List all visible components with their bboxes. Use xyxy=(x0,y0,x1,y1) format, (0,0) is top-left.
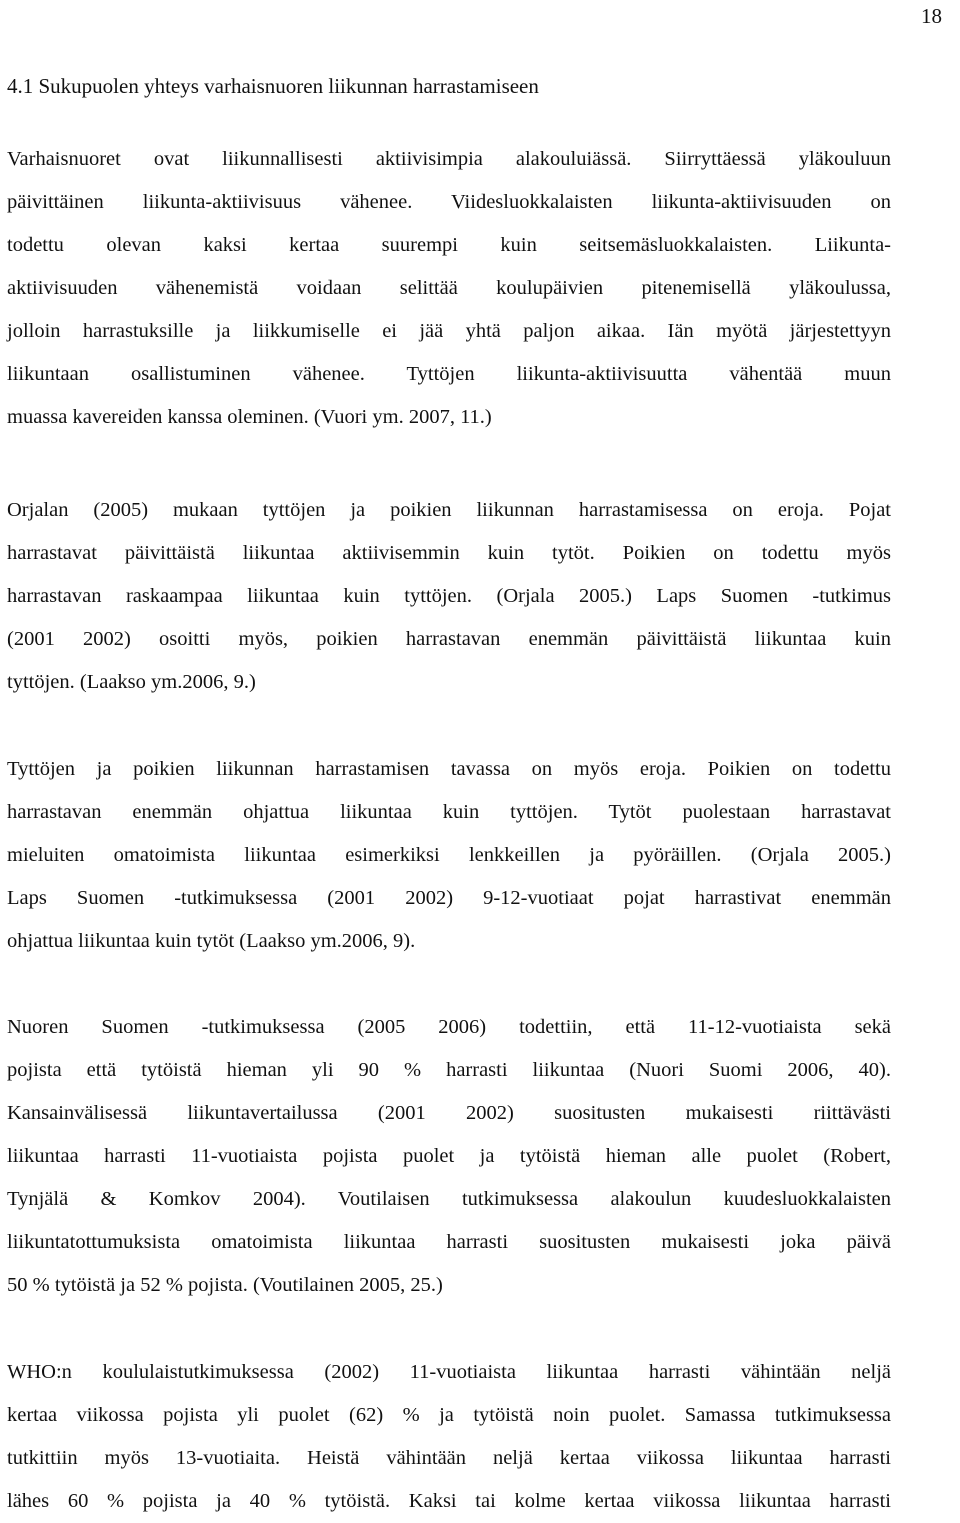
text-line: WHO:n koululaistutkimuksessa (2002) 11-vuotiaista liikuntaa harrasti vähintään neljä xyxy=(7,1361,891,1383)
text-line: lähes 60 % pojista ja 40 % tytöistä. Kaksi tai kolme kertaa viikossa liikuntaa harrasti xyxy=(7,1490,891,1512)
text-line: Laps Suomen -tutkimuksessa (2001 2002) 9-12-vuotiaat pojat harrastivat enemmän xyxy=(7,887,891,909)
text-line: Nuoren Suomen -tutkimuksessa (2005 2006) todettiin, että 11-12-vuotiaista sekä xyxy=(7,1016,891,1038)
text-line: liikuntaa harrasti 11-vuotiaista pojista puolet ja tytöistä hieman alle puolet (Robert, xyxy=(7,1145,891,1167)
text-line: tyttöjen. (Laakso ym.2006, 9.) xyxy=(7,671,256,693)
section-heading: 4.1 Sukupuolen yhteys varhaisnuoren liikunnan harrastamiseen xyxy=(7,74,539,98)
page-number: 18 xyxy=(921,4,942,28)
text-line: päivittäinen liikunta-aktiivisuus vähenee. Viidesluokkalaisten liikunta-aktiivisuuden on xyxy=(7,191,891,213)
text-line: muassa kavereiden kanssa oleminen. (Vuori ym. 2007, 11.) xyxy=(7,406,492,428)
text-line: liikuntaan osallistuminen vähenee. Tyttöjen liikunta-aktiivisuutta vähentää muun xyxy=(7,363,891,385)
text-line: Tyttöjen ja poikien liikunnan harrastamisen tavassa on myös eroja. Poikien on todettu xyxy=(7,758,891,780)
text-line: jolloin harrastuksille ja liikkumiselle ei jää yhtä paljon aikaa. Iän myötä järjestettyyn xyxy=(7,320,891,342)
paragraph-1 xyxy=(7,138,891,439)
text-line: kertaa viikossa pojista yli puolet (62) % ja tytöistä noin puolet. Samassa tutkimuksessa xyxy=(7,1404,891,1426)
text-line: Orjalan (2005) mukaan tyttöjen ja poikien liikunnan harrastamisessa on eroja. Pojat xyxy=(7,499,891,521)
text-line: tutkittiin myös 13-vuotiaita. Heistä vähintään neljä kertaa viikossa liikuntaa harrasti xyxy=(7,1447,891,1469)
text-line: harrastavan enemmän ohjattua liikuntaa kuin tyttöjen. Tytöt puolestaan harrastavat xyxy=(7,801,891,823)
text-line: Tynjälä & Komkov 2004). Voutilaisen tutkimuksessa alakoulun kuudesluokkalaisten xyxy=(7,1188,891,1210)
text-line: (2001 2002) osoitti myös, poikien harrastavan enemmän päivittäistä liikuntaa kuin xyxy=(7,628,891,650)
text-line: todettu olevan kaksi kertaa suurempi kuin seitsemäsluokkalaisten. Liikunta- xyxy=(7,234,891,256)
text-line: 50 % tytöistä ja 52 % pojista. (Voutilainen 2005, 25.) xyxy=(7,1274,443,1296)
text-line: mieluiten omatoimista liikuntaa esimerkiksi lenkkeillen ja pyöräillen. (Orjala 2005.) xyxy=(7,844,891,866)
text-line: harrastavat päivittäistä liikuntaa aktiivisemmin kuin tytöt. Poikien on todettu myös xyxy=(7,542,891,564)
text-line: pojista että tytöistä hieman yli 90 % harrasti liikuntaa (Nuori Suomi 2006, 40). xyxy=(7,1059,891,1081)
paragraph-2 xyxy=(7,489,891,704)
text-line: aktiivisuuden vähenemistä voidaan selittää koulupäivien pitenemisellä yläkoulussa, xyxy=(7,277,891,299)
paragraph-5 xyxy=(7,1351,891,1523)
text-line: Varhaisnuoret ovat liikunnallisesti aktiivisimpia alakouluiässä. Siirryttäessä yläkouluun xyxy=(7,148,891,170)
text-line: Kansainvälisessä liikuntavertailussa (2001 2002) suositusten mukaisesti riittävästi xyxy=(7,1102,891,1124)
paragraph-3 xyxy=(7,748,891,963)
text-line: harrastavan raskaampaa liikuntaa kuin tyttöjen. (Orjala 2005.) Laps Suomen -tutkimus xyxy=(7,585,891,607)
text-line: liikuntatottumuksista omatoimista liikuntaa harrasti suositusten mukaisesti joka päivä xyxy=(7,1231,891,1253)
text-line: ohjattua liikuntaa kuin tytöt (Laakso ym.2006, 9). xyxy=(7,930,416,952)
paragraph-4 xyxy=(7,1006,891,1307)
